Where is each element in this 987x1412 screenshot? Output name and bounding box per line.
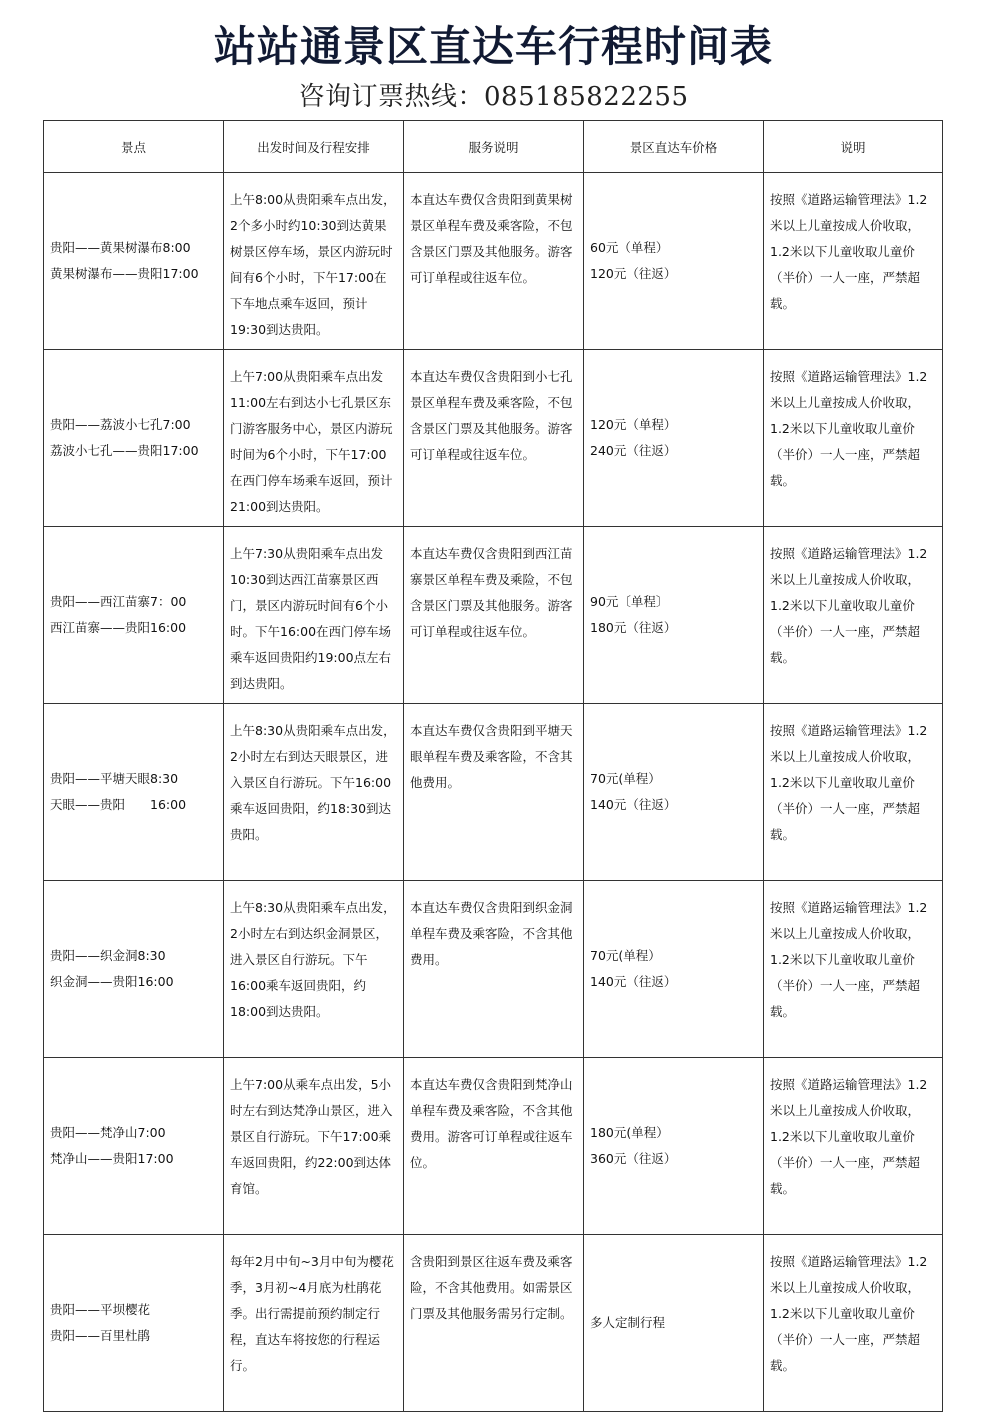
price-line: 60元（单程）: [590, 240, 669, 255]
column-header-schedule: 出发时间及行程安排: [224, 121, 404, 173]
schedule-cell: 上午7:00从乘车点出发，5小时左右到达梵净山景区，进入景区自行游玩。下午17:00乘车返回贵阳，约22:00到达体育馆。: [224, 1058, 404, 1235]
note-cell: 按照《道路运输管理法》1.2米以上儿童按成人价收取，1.2米以下儿童收取儿童价（半价）一人一座，严禁超载。: [764, 1058, 943, 1235]
table-row: [44, 173, 943, 350]
schedule-cell: 上午8:30从贵阳乘车点出发，2小时左右到达天眼景区，进入景区自行游玩。下午16:00乘车返回贵阳，约18:30到达贵阳。: [224, 704, 404, 881]
table-row: [44, 881, 943, 1058]
price-line: 70元(单程）: [590, 771, 661, 786]
table-row: [44, 704, 943, 881]
note-cell: 按照《道路运输管理法》1.2米以上儿童按成人价收取，1.2米以下儿童收取儿童价（半价）一人一座，严禁超载。: [764, 881, 943, 1058]
price-line: 140元（往返）: [590, 797, 677, 812]
route-line: 贵阳——百里杜鹃: [50, 1328, 151, 1343]
route-line: 贵阳——梵净山7:00: [50, 1125, 166, 1140]
price-line: 120元（单程）: [590, 417, 677, 432]
schedule-cell: 上午7:00从贵阳乘车点出发11:00左右到达小七孔景区东门游客服务中心，景区内游玩时间为6个小时，下午17:00在西门停车场乘车返回，预计21:00到达贵阳。: [224, 350, 404, 527]
note-cell: 按照《道路运输管理法》1.2米以上儿童按成人价收取，1.2米以下儿童收取儿童价（半价）一人一座，严禁超载。: [764, 527, 943, 704]
price-cell: [584, 704, 764, 881]
route-line: 贵阳——平塘天眼8:30: [50, 771, 179, 786]
price-line: 180元(单程）: [590, 1125, 669, 1140]
table-row: [44, 350, 943, 527]
table-row: [44, 1058, 943, 1235]
route-cell: [44, 350, 224, 527]
route-line: 黄果树瀑布——贵阳17:00: [50, 266, 199, 281]
table-row: [44, 1235, 943, 1412]
price-cell: [584, 527, 764, 704]
service-cell: 本直达车费仅含贵阳到平塘天眼单程车费及乘客险，不含其他费用。: [404, 704, 584, 881]
route-line: 贵阳——平坝樱花: [50, 1302, 151, 1317]
hotline-text: 咨询订票热线：085185822255: [298, 82, 689, 112]
price-line: 180元（往返）: [590, 620, 677, 635]
route-line: 贵阳——荔波小七孔7:00: [50, 417, 191, 432]
route-line: 荔波小七孔——贵阳17:00: [50, 443, 199, 458]
price-line: 120元（往返）: [590, 266, 677, 281]
column-header-service: 服务说明: [404, 121, 584, 173]
schedule-cell: 上午8:30从贵阳乘车点出发，2小时左右到达织金洞景区，进入景区自行游玩。下午16:00乘车返回贵阳，约18:00到达贵阳。: [224, 881, 404, 1058]
note-cell: 按照《道路运输管理法》1.2米以上儿童按成人价收取，1.2米以下儿童收取儿童价（半价）一人一座，严禁超载。: [764, 350, 943, 527]
route-cell: [44, 704, 224, 881]
route-line: 天眼——贵阳 16:00: [50, 797, 187, 812]
schedule-cell: 每年2月中旬~3月中旬为樱花季，3月初~4月底为杜鹃花季。出行需提前预约制定行程，直达车将按您的行程运行。: [224, 1235, 404, 1412]
price-line: 70元(单程）: [590, 948, 661, 963]
route-cell: [44, 1058, 224, 1235]
price-cell: [584, 173, 764, 350]
schedule-table: [43, 120, 943, 1412]
route-line: 贵阳——织金洞8:30: [50, 948, 166, 963]
table-header-row: [44, 121, 943, 173]
route-cell: [44, 1235, 224, 1412]
price-cell: [584, 1235, 764, 1412]
schedule-cell: 上午7:30从贵阳乘车点出发10:30到达西江苗寨景区西门，景区内游玩时间有6个小时。下午16:00在西门停车场乘车返回贵阳约19:00点左右到达贵阳。: [224, 527, 404, 704]
service-cell: 本直达车费仅含贵阳到西江苗寨景区单程车费及乘险，不包含景区门票及其他服务。游客可订单程或往返车位。: [404, 527, 584, 704]
route-line: 贵阳——西江苗寨7：00: [50, 594, 187, 609]
price-cell: [584, 881, 764, 1058]
service-cell: 本直达车费仅含贵阳到小七孔景区单程车费及乘客险，不包含景区门票及其他服务。游客可订单程或往返车位。: [404, 350, 584, 527]
route-cell: [44, 881, 224, 1058]
price-cell: [584, 350, 764, 527]
price-line: 140元（往返）: [590, 974, 677, 989]
schedule-cell: 上午8:00从贵阳乘车点出发，2个多小时约10:30到达黄果树景区停车场，景区内游玩时间有6个小时，下午17:00在下车地点乘车返回，预计19:30到达贵阳。: [224, 173, 404, 350]
service-cell: 本直达车费仅含贵阳到织金洞单程车费及乘客险，不含其他费用。: [404, 881, 584, 1058]
route-cell: [44, 173, 224, 350]
route-cell: [44, 527, 224, 704]
price-line: 90元〔单程〕: [590, 594, 669, 609]
route-line: 西江苗寨——贵阳16:00: [50, 620, 187, 635]
price-line: 240元（往返）: [590, 443, 677, 458]
route-line: 贵阳——黄果树瀑布8:00: [50, 240, 191, 255]
table-row: [44, 527, 943, 704]
note-cell: 按照《道路运输管理法》1.2米以上儿童按成人价收取，1.2米以下儿童收取儿童价（半价）一人一座，严禁超载。: [764, 173, 943, 350]
service-cell: 本直达车费仅含贵阳到梵净山单程车费及乘客险，不含其他费用。游客可订单程或往返车位。: [404, 1058, 584, 1235]
price-line: 360元（往返）: [590, 1151, 677, 1166]
page-title: 站站通景区直达车行程时间表: [213, 22, 773, 71]
column-header-price: 景区直达车价格: [584, 121, 764, 173]
column-header-attraction: 景点: [44, 121, 224, 173]
service-cell: 含贵阳到景区往返车费及乘客险，不含其他费用。如需景区门票及其他服务需另行定制。: [404, 1235, 584, 1412]
column-header-note: 说明: [764, 121, 943, 173]
service-cell: 本直达车费仅含贵阳到黄果树景区单程车费及乘客险，不包含景区门票及其他服务。游客可订单程或往返车位。: [404, 173, 584, 350]
route-line: 织金洞——贵阳16:00: [50, 974, 174, 989]
note-cell: 按照《道路运输管理法》1.2米以上儿童按成人价收取，1.2米以下儿童收取儿童价（半价）一人一座，严禁超载。: [764, 704, 943, 881]
price-line: 多人定制行程: [590, 1315, 666, 1330]
route-line: 梵净山——贵阳17:00: [50, 1151, 174, 1166]
note-cell: 按照《道路运输管理法》1.2米以上儿童按成人价收取，1.2米以下儿童收取儿童价（半价）一人一座，严禁超载。: [764, 1235, 943, 1412]
price-cell: [584, 1058, 764, 1235]
